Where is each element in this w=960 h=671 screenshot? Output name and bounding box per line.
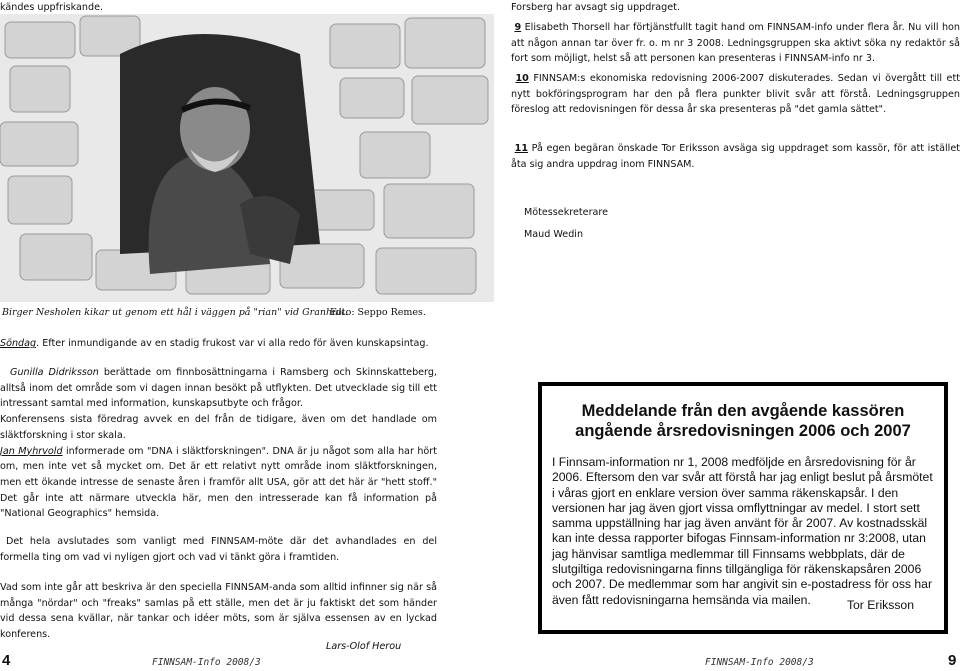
notice-title <box>542 401 944 441</box>
avslut-paragraph: Det hela avslutades som vanligt med FINNSAM-möte där det avhandlades en del formella ting om vad vi nyligen gjort och vad vi tänkt göra i framtiden. <box>0 536 437 563</box>
sunday-paragraph <box>0 336 494 352</box>
item-11-number: 11 <box>514 143 529 154</box>
treasurer-notice-box <box>538 382 948 634</box>
anda-paragraph: Vad som inte går att beskriva är den speciella FINNSAM-anda som alltid infinner sig när så många "nördar" och "freaks" samlas på ett ställe, men det är ju faktiskt det som händer vid dessa sena kvällar, när tankar och idéer möts, som är själva essensen av en lyckad konferens. <box>0 582 437 641</box>
notice-title-line-1: Meddelande från den avgående kassören <box>581 402 905 420</box>
right-p11 <box>511 141 960 172</box>
right-page-number: 9 <box>948 652 957 669</box>
notice-title-line-2: angående årsredovisningen 2006 och 2007 <box>575 422 911 440</box>
konferens-paragraph: Konferensens sista föredrag avvek en del från de tidigare, även om det handlade om släktforskning i stor skala. <box>0 414 437 441</box>
item-10-text: FINNSAM:s ekonomiska redovisning 2006-2007 diskuterades. Sedan vi övergått till ett nytt bokföringsprogram har den på flera punkter blivit svår att förstå. Ledningsgruppen föreslog att redovisningen för dessa år ska presenteras på "det gamla sättet". <box>511 73 960 116</box>
item-9-text: Elisabeth Thorsell har förtjänstfullt tagit hand om FINNSAM-info under flera år. Nu vill hon att någon annan tar över fr. o. m nr 3 2008. Ledningsgruppen ska aktivt söka ny redaktör så fort som möjligt, helst så att personen kan presenteras i FINNSAM-info nr 3. <box>511 22 960 65</box>
photo-credit: Foto: Seppo Remes. <box>330 307 426 318</box>
secretary-name: Maud Wedin <box>524 229 584 240</box>
gunilla-block <box>0 365 437 522</box>
right-footer-label: FINNSAM-Info 2008/3 <box>705 657 814 668</box>
item-11-text: På egen begäran önskade Tor Eriksson avsäga sig uppdraget som kassör, för att istället åta sig andra uppdrag inom FINNSAM. <box>511 143 960 170</box>
photo-birger <box>0 14 494 302</box>
left-footer-label: FINNSAM-Info 2008/3 <box>152 657 261 668</box>
secretary-role: Mötessekreterare <box>524 207 609 218</box>
jan-text: informerade om "DNA i släktforskningen". DNA är ju något som alla har hört om, men inte vet så mycket om. Det är ett relativt nytt område inom släktforskningen, men ett ökande intresse de senaste åren i framför allt USA, gör att det här är "hett stoff." Det går inte att närmare utveckla här, men den intresserade kan få information på "National Geographics" hemsida. <box>0 445 438 520</box>
gunilla-text: berättade om finnbosättningarna i Ramsberg och Skinnskatteberg, alltså inom det område som vi dagen innan besökt på utflykten. Det utvecklade sig till ett intressant samtal med information, kunskapsutbyte och frågor. <box>0 367 437 410</box>
gunilla-name: Gunilla Didriksson <box>10 367 99 378</box>
jan-name: Jan Myhrvold <box>0 445 63 457</box>
notice-body: I Finnsam-information nr 1, 2008 medföljde en årsredovisning för år 2006. Eftersom den var svår att förstå har jag enligt beslut på årsmötet i våras gjort en enklare version över samma räkenskapsår. I den versionen har jag även gjort vissa omflyttningar av medel. I stort sett samma uppställning har jag även använt för år 2007. Av kostnadsskäl kan inte dessa rapporter bifogas Finnsam-information nr 3:2008, utan jag hänvisar samtliga medlemmar till Finnsams webbplats, där de slutgiltiga redovisningarna finns tillgängliga för räkenskapsåren 2006 och 2007. De medlemmar som har angivit sin e-postadress för oss har även fått redovisningarna hemsända via mailen. <box>552 455 933 607</box>
jan-paragraph <box>0 444 437 523</box>
right-p9 <box>511 20 960 67</box>
item-9-number: 9 <box>514 22 522 33</box>
photo-caption: Birger Nesholen kikar ut genom ett hål i väggen på "rian" vid Granhult. <box>2 307 349 318</box>
left-signature: Lars-Olof Herou <box>326 641 402 652</box>
left-page-number: 4 <box>2 652 11 669</box>
item-10-number: 10 <box>515 73 529 84</box>
right-p0: Forsberg har avsagt sig uppdraget. <box>511 2 680 13</box>
sunday-text: . Efter inmundigande av en stadig frukost var vi alla redo för även kunskapsintag. <box>36 338 429 349</box>
photo-stone-wall-image <box>0 14 494 302</box>
notice-signature: Tor Eriksson <box>846 598 914 612</box>
sunday-label: Söndag <box>0 338 37 349</box>
left-top-text: kändes uppfriskande. <box>0 2 104 13</box>
gunilla-paragraph <box>0 365 437 412</box>
right-p10 <box>511 71 960 118</box>
